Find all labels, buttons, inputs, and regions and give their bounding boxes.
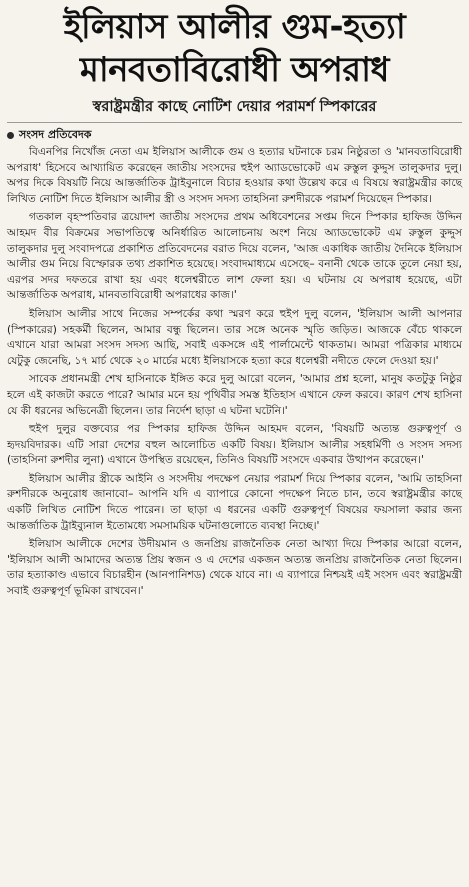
byline-text: সংসদ প্রতিবেদক [19, 127, 92, 141]
paragraph: ইলিয়াস আলীর সাথে নিজের সম্পর্কের কথা স্মরণ করে হুইপ দুলু বলেন, 'ইলিয়াস আলী আপনার (স্পিকারের) সহকর্মী ছিলেন, আমার বন্ধু ছিলেন। তার সঙ্গে অনেক স্মৃতি জড়িত। আজকে বেঁচে থাকলে এখানে যারা আমরা সংসদ সদস্য আছি, সবাই একসঙ্গে এই পার্লামেন্টে থাকতাম। আমরা পত্রিকার মাধ্যমে যেটুকু জেনেছি, ১৭ মার্চ থেকে ২০ মার্চের মধ্যে ইলিয়াসকে হত্যা করে ধলেশ্বরী নদীতে ফেলে দেওয়া হয়।' [7, 307, 462, 367]
paragraph: সাবেক প্রধানমন্ত্রী শেখ হাসিনাকে ইঙ্গিত করে দুলু আরো বলেন, 'আমার প্রশ্ন হলো, মানুষ কতটুকু নিষ্ঠুর হলে এই কাজটা করতে পারে? আমার মনে হয় পৃথিবীর সমস্ত ইতিহাস এখানে ফেল করবে। কারণ শেখ হাসিনা যে কী ধরনের অভিনেত্রী ছিলেন। তার নির্দেশ ছাড়া এ ঘটনা ঘটেনি।' [7, 373, 462, 417]
byline [7, 127, 462, 143]
article-body [7, 145, 462, 600]
paragraph: ইলিয়াস আলীকে দেশের উদীয়মান ও জনপ্রিয় রাজনৈতিক নেতা আখ্যা দিয়ে স্পিকার আরো বলেন, 'ইলিয়াস আলী আমাদের অত্যন্ত প্রিয় স্বজন ও এ দেশের একজন অত্যন্ত জনপ্রিয় রাজনৈতিক নেতা ছিলেন। তার হত্যাকাণ্ড এভাবে বিচারহীন (আনপানিশড) থেকে যাবে না। এ ব্যাপারে নিশ্চয়ই এই সংসদ এবং স্বরাষ্ট্রমন্ত্রী সবাই গুরুত্বপূর্ণ ভূমিকা রাখবেন।' [7, 538, 462, 598]
paragraph: ইলিয়াস আলীর স্ত্রীকে আইনি ও সংসদীয় পদক্ষেপ নেয়ার পরামর্শ দিয়ে স্পিকার বলেন, 'আমি তাহসিনা রুশদীরকে অনুরোধ জানাবো– আপনি যদি এ ব্যাপারে কোনো পদক্ষেপ নিতে চান, তবে স্বরাষ্ট্রমন্ত্রীর কাছে একটি লিখিত নোটিশ দিতে পারেন। তা ছাড়া এ ধরনের একটি গুরুত্বপূর্ণ বিষয়ের ফয়সালা করার জন্য আন্তর্জাতিক ট্রাইব্যুনাল ইতোমধ্যে সমসাময়িক ঘটনাগুলোতে ব্যবস্থা নিচ্ছে।' [7, 472, 462, 532]
bullet-icon [7, 132, 14, 139]
divider [7, 122, 462, 123]
paragraph: বিএনপির নিখোঁজ নেতা এম ইলিয়াস আলীকে গুম ও হত্যার ঘটনাকে চরম নিষ্ঠুরতা ও 'মানবতাবিরোধী অপরাধ' হিসেবে আখ্যায়িত করেছেন জাতীয় সংসদের হুইপ অ্যাডভোকেট এম রুস্তুল কুদ্দুস তালুকদার দুলু। অপর দিকে বিষয়টি নিয়ে আন্তর্জাতিক ট্রাইবুনালে বিচার হওয়ার কথা উল্লেখ করে এ বিষয়ে স্বরাষ্ট্রমন্ত্রীর কাছে লিখিত নোটিশ দিতে ইলিয়াস আলীর স্ত্রী ও সংসদ সদস্য তাহসিনা রুশদীরকে পরামর্শ দিয়েছেন স্পিকার। [7, 146, 462, 205]
paragraph: হুইপ দুলুর বক্তব্যের পর স্পিকার হাফিজ উদ্দিন আহমদ বলেন, 'বিষয়টি অত্যন্ত গুরুত্বপূর্ণ ও হৃদয়বিদারক। এটি সারা দেশের বহুল আলোচিত একটি বিষয়। ইলিয়াস আলীর সহধর্মিণী ও সংসদ সদস্য (তাহসিনা রুশদীর লুনা) এখানে উপস্থিত রয়েছেন, তিনিও বিষয়টি সংসদে একবার উত্থাপন করেছেন।' [7, 423, 462, 467]
headline [7, 6, 462, 92]
headline-line-2: মানবতাবিরোধী অপরাধ [80, 50, 389, 90]
headline-line-1: ইলিয়াস আলীর গুম-হত্যা [63, 7, 406, 47]
subheadline: স্বরাষ্ট্রমন্ত্রীর কাছে নোটিশ দেয়ার পরামর্শ স্পিকারের [92, 99, 377, 115]
paragraph: গতকাল বৃহস্পতিবার ত্রয়োদশ জাতীয় সংসদের প্রথম অধিবেশনের সপ্তম দিনে স্পিকার হাফিজ উদ্দিন আহমদ বীর বিক্রমের সভাপতিত্বে অনির্ধারিত আলোচনায় অংশ নিয়ে অ্যাডভোকেট এম রুস্তুল কুদ্দুস তালুকদার দুলু সংবাদপত্রে প্রকাশিত প্রতিবেদনের বরাত দিয়ে বলেন, 'আজ একাধিক জাতীয় দৈনিকে ইলিয়াস আলীর গুম নিয়ে বিস্ফোরক তথ্য প্রকাশিত হয়েছে। সংবাদমাধ্যমে এসেছে– বনানী থেকে তাকে তুলে নেয়া হয়, এরপর সদর দফতরে রাখা হয় এবং ধলেশ্বরীতে লাশ ফেলা হয়। এ ঘটনায় যে অপরাধ হয়েছে, এটা আন্তর্জাতিক অপরাধ, মানবতাবিরোধী অপরাধের কাজ।' [7, 211, 462, 302]
